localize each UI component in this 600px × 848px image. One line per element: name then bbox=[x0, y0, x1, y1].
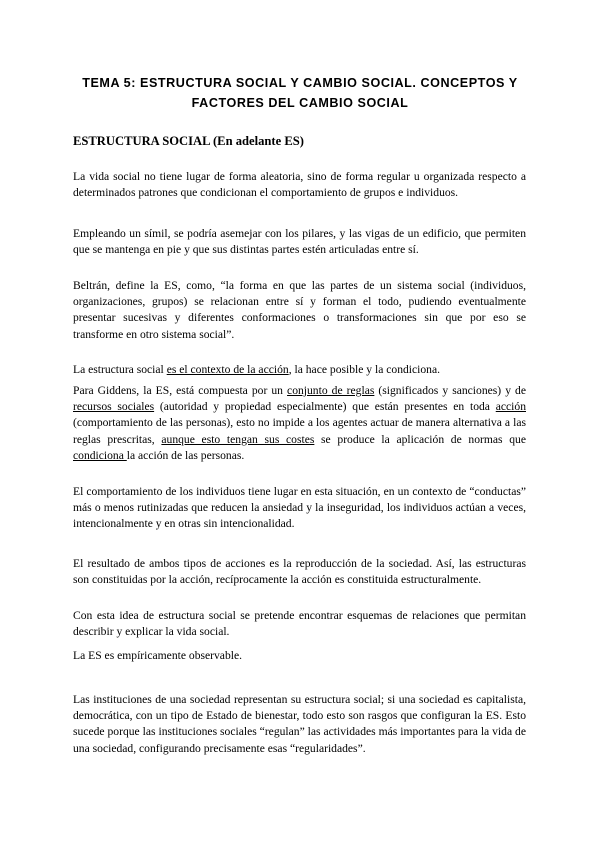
paragraph-9: La ES es empíricamente observable. bbox=[73, 649, 243, 662]
p5-text-a: Para Giddens, la ES, está compuesta por un bbox=[73, 384, 288, 397]
p5-underline-3: acción bbox=[495, 400, 526, 414]
paragraph-5 bbox=[73, 383, 526, 464]
document-title bbox=[60, 73, 540, 113]
title-line-1: TEMA 5: ESTRUCTURA SOCIAL Y CAMBIO SOCIAL. CONCEPTOS Y bbox=[82, 76, 518, 90]
paragraph-6: El comportamiento de los individuos tiene lugar en esta situación, en un contexto de “conductas” más o menos rutinizadas que reducen la ansiedad y la inseguridad, los individuos actúan a veces, intencionalmente y en otras sin intencionalidad. bbox=[73, 485, 526, 531]
paragraph-10: Las instituciones de una sociedad representan su estructura social; si una sociedad es capitalista, democrática, con un tipo de Estado de bienestar, todo esto son rasgos que configuran la ES. Esto sucede porque las instituciones sociales “regulan” las actividades más importantes para la vida de una sociedad, configurando precisamente esas “regularidades”. bbox=[73, 693, 526, 755]
paragraph-4 bbox=[73, 362, 526, 378]
p4-text-a: La estructura social bbox=[73, 363, 167, 376]
paragraph-7: El resultado de ambos tipos de acciones es la reproducción de la sociedad. Así, las estructuras son constituidas por la acción, recíprocamente la acción es constituida estructuralmente. bbox=[73, 557, 526, 587]
p5-underline-5: condiciona bbox=[73, 448, 127, 462]
p5-underline-2: recursos sociales bbox=[73, 400, 155, 414]
p5-text-c: (autoridad y propiedad especialmente) que están presentes en toda bbox=[154, 400, 496, 414]
p5-underline-4: aunque esto tengan sus costes bbox=[161, 432, 315, 446]
p5-text-b: (significados y sanciones) y de bbox=[374, 384, 526, 397]
paragraph-8: Con esta idea de estructura social se pretende encontrar esquemas de relaciones que permitan describir y explicar la vida social. bbox=[73, 609, 526, 639]
p4-underline-1: es el contexto de la acción bbox=[166, 363, 289, 376]
p5-text-f: la acción de las personas. bbox=[126, 448, 245, 462]
p5-text-e: se produce la aplicación de normas que bbox=[314, 432, 526, 446]
title-line-2: FACTORES DEL CAMBIO SOCIAL bbox=[191, 96, 409, 110]
section-heading: ESTRUCTURA SOCIAL (En adelante ES) bbox=[73, 134, 304, 148]
p4-text-b: , la hace posible y la condiciona. bbox=[288, 363, 441, 376]
paragraph-1: La vida social no tiene lugar de forma aleatoria, sino de forma regular u organizada respecto a determinados patrones que condicionan el comportamiento de grupos e individuos. bbox=[73, 170, 526, 200]
paragraph-3: Beltrán, define la ES, como, “la forma en que las partes de un sistema social (individuos, organizaciones, grupos) se relacionan entre sí y forman el todo, pudiendo eventualmente presentar sucesivas y diferentes conformaciones o transformaciones sin que por eso se transforme en otro sistema social”. bbox=[73, 279, 526, 341]
paragraph-2: Empleando un símil, se podría asemejar con los pilares, y las vigas de un edificio, que permiten que se mantenga en pie y que sus distintas partes estén articuladas entre sí. bbox=[73, 227, 526, 257]
p5-text-d: (comportamiento de las personas), esto no impide a los agentes actuar de manera alternativa a las reglas prescritas, bbox=[73, 416, 526, 446]
p5-underline-1: conjunto de reglas bbox=[287, 384, 375, 397]
